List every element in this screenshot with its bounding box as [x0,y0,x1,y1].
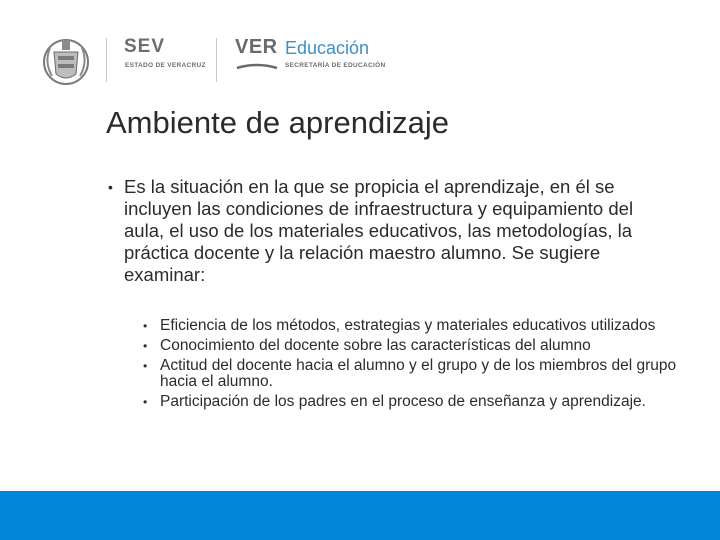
sev-logo-title: SEV [124,36,166,57]
bullet-icon: • [143,359,148,373]
sub-bullet-text: Conocimiento del docente sobre las características del alumno [160,337,591,354]
sub-bullet-list [143,318,683,414]
bullet-icon: • [143,339,148,353]
educacion-logo-subtitle: SECRETARÍA DE EDUCACIÓN [285,62,386,69]
bullet-icon: • [143,319,148,333]
veracruz-seal-icon [40,34,92,86]
sub-bullet-item [143,318,683,334]
logo-divider [106,38,107,82]
bullet-icon: • [143,395,148,409]
sub-bullet-text: Participación de los padres en el proceso de enseñanza y aprendizaje. [160,393,646,410]
main-bullet-text: Es la situación en la que se propicia el aprendizaje, en él se incluyen las condiciones de infraestructura y equipamiento del aula, el uso de los materiales educativos, las metodologías, la práctica docente y la relación maestro alumno. Se sugiere examinar: [124,176,634,285]
sub-bullet-text: Eficiencia de los métodos, estrategias y materiales educativos utilizados [160,317,656,334]
sub-bullet-item [143,338,683,354]
logo-divider [216,38,217,82]
sev-logo-subtitle: ESTADO DE VERACRUZ [125,62,206,69]
sub-bullet-item [143,394,683,410]
slide-title: Ambiente de aprendizaje [106,105,449,140]
ver-logo-word: VER [235,36,278,58]
bullet-icon: • [108,179,113,195]
footer-accent-bar [0,491,720,540]
main-bullet-item [108,176,668,286]
sub-bullet-item [143,358,683,390]
educacion-logo-word: Educación [285,38,370,58]
sub-bullet-text: Actitud del docente hacia el alumno y el grupo y de los miembros del grupo hacia el alumno. [160,357,677,390]
slide-header [0,0,720,100]
main-bullet-list [108,176,668,286]
ver-swoosh-icon [235,60,279,72]
